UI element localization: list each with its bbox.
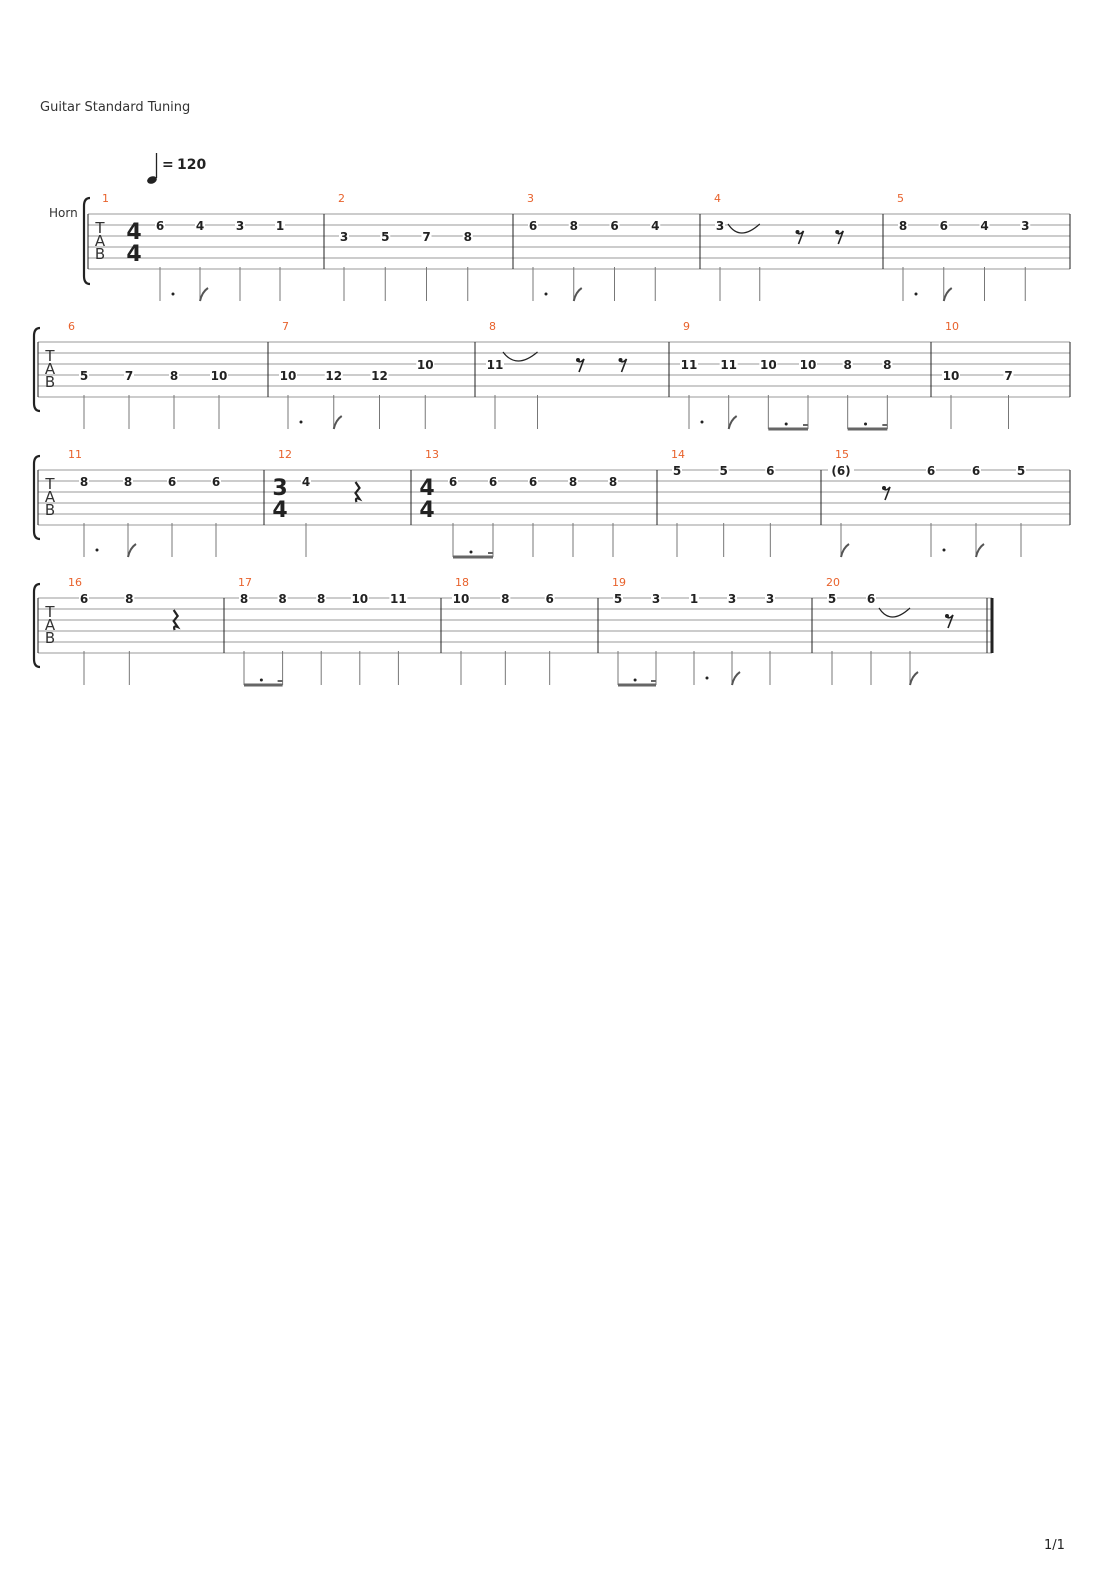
- staff-system: [34, 320, 1070, 429]
- fret-number: 5: [613, 592, 623, 606]
- measure: [68, 320, 228, 429]
- measure-number: 2: [338, 192, 345, 205]
- system-bracket: [34, 456, 40, 539]
- fret-number: 8: [608, 475, 618, 489]
- fret-number: 8: [883, 358, 892, 372]
- dot: [300, 421, 303, 424]
- track-name: Horn: [49, 206, 78, 220]
- fret-number: 8: [125, 592, 134, 606]
- staff-system: [84, 192, 1070, 301]
- measure-number: 19: [612, 576, 626, 589]
- measure-number: 18: [455, 576, 469, 589]
- measure: [486, 320, 627, 429]
- fret-number: 1: [689, 592, 699, 606]
- measure: [826, 576, 953, 685]
- fret-number: 6: [488, 475, 498, 489]
- fret-number: 3: [339, 230, 349, 244]
- tab-clef-letter: A: [44, 360, 56, 378]
- quarter-note-icon: [146, 153, 158, 185]
- measure-number: 8: [489, 320, 496, 333]
- eighth-flag: [128, 544, 136, 557]
- fret-number: 8: [278, 592, 287, 606]
- eighth-flag: [729, 416, 737, 429]
- fret-number: 8: [568, 475, 578, 489]
- eighth-rest-dot: [796, 230, 800, 234]
- dot: [864, 423, 867, 426]
- dot: [915, 293, 918, 296]
- time-signature-bottom: 4: [419, 498, 435, 523]
- measure-number: 6: [68, 320, 75, 333]
- fret-number: 4: [195, 219, 205, 233]
- fret-number: 12: [325, 369, 343, 383]
- staff-system: [34, 576, 992, 685]
- fret-number: 6: [79, 592, 89, 606]
- fret-number: 4: [980, 219, 989, 233]
- system-bracket: [84, 198, 90, 284]
- measure: [671, 448, 775, 557]
- measure: [714, 192, 843, 301]
- measure: [68, 576, 178, 685]
- fret-number: 10: [210, 369, 228, 383]
- measure: [942, 320, 1014, 429]
- eighth-flag: [976, 544, 984, 557]
- fret-number: 6: [939, 219, 948, 233]
- measure-number: 16: [68, 576, 82, 589]
- time-signature-bottom: 4: [126, 242, 142, 267]
- fret-number: 8: [898, 219, 908, 233]
- measure: [897, 192, 1030, 301]
- dot: [706, 677, 709, 680]
- fret-number: 6: [610, 219, 619, 233]
- fret-number: 8: [239, 592, 249, 606]
- eighth-rest-dot: [619, 358, 623, 362]
- measure: [527, 192, 660, 301]
- tempo-marking: [146, 153, 206, 185]
- time-signature-bottom: 4: [272, 498, 288, 523]
- eighth-rest-dot: [576, 358, 580, 362]
- measure-number: 12: [278, 448, 292, 461]
- eighth-flag: [910, 672, 918, 685]
- measure-number: 4: [714, 192, 721, 205]
- dot: [470, 551, 473, 554]
- fret-number: 8: [169, 369, 179, 383]
- measure: [452, 576, 555, 685]
- fret-number: 3: [727, 592, 737, 606]
- fret-number: 6: [528, 219, 538, 233]
- eighth-rest-dot: [882, 486, 886, 490]
- fret-number: 6: [971, 464, 981, 478]
- eighth-flag: [732, 672, 740, 685]
- tab-clef-letter: T: [95, 219, 105, 237]
- fret-number: 6: [866, 592, 876, 606]
- fret-number: 11: [486, 358, 504, 372]
- fret-number: 6: [528, 475, 538, 489]
- measure-number: 1: [102, 192, 109, 205]
- eighth-flag: [944, 288, 952, 301]
- measure-number: 9: [683, 320, 690, 333]
- fret-number: 8: [123, 475, 133, 489]
- dot: [943, 549, 946, 552]
- time-signature-top: 3: [272, 476, 288, 501]
- tempo-bpm: 120: [177, 157, 207, 173]
- eighth-flag: [334, 416, 342, 429]
- fret-number: 11: [390, 592, 407, 606]
- fret-number: (6): [831, 464, 851, 478]
- eighth-flag: [200, 288, 208, 301]
- fret-number: 6: [167, 475, 177, 489]
- eighth-rest-dot: [945, 614, 949, 618]
- eighth-flag: [841, 544, 849, 557]
- fret-number: 3: [715, 219, 725, 233]
- page-number: 1/1: [1044, 1538, 1065, 1553]
- dot: [634, 679, 637, 682]
- fret-number: 6: [926, 464, 936, 478]
- tab-clef-letter: B: [94, 245, 106, 263]
- measure-number: 20: [826, 576, 840, 589]
- fret-number: 5: [79, 369, 89, 383]
- fret-number: 8: [463, 230, 472, 244]
- measure-number: 11: [68, 448, 82, 461]
- measure-number: 13: [425, 448, 439, 461]
- fret-number: 10: [416, 358, 434, 372]
- fret-number: 8: [569, 219, 578, 233]
- measure: [102, 192, 285, 301]
- time-signature-top: 4: [419, 476, 435, 501]
- dot: [545, 293, 548, 296]
- measure: [238, 576, 407, 685]
- fret-number: 4: [301, 475, 311, 489]
- dot: [96, 549, 99, 552]
- fret-number: 3: [235, 219, 245, 233]
- dot: [260, 679, 263, 682]
- tab-clef-letter: B: [44, 373, 56, 391]
- fret-number: 10: [279, 369, 297, 383]
- fret-number: 5: [719, 464, 728, 478]
- tab-clef-letter: T: [45, 603, 55, 621]
- tab-clef-letter: B: [44, 501, 56, 519]
- measure-number: 5: [897, 192, 904, 205]
- fret-number: 3: [765, 592, 775, 606]
- fret-number: 5: [1016, 464, 1026, 478]
- dot: [701, 421, 704, 424]
- measure-number: 14: [671, 448, 685, 461]
- fret-number: 10: [942, 369, 960, 383]
- measure: [828, 448, 1026, 557]
- fret-number: 10: [452, 592, 470, 606]
- fret-number: 10: [799, 358, 817, 372]
- fret-number: 7: [124, 369, 134, 383]
- measure-number: 10: [945, 320, 959, 333]
- tab-clef-letter: A: [94, 232, 106, 250]
- eighth-rest-dot: [835, 230, 839, 234]
- fret-number: 6: [155, 219, 165, 233]
- fret-number: 5: [672, 464, 682, 478]
- tab-clef-letter: B: [44, 629, 56, 647]
- dot: [785, 423, 788, 426]
- fret-number: 7: [1004, 369, 1013, 383]
- tab-clef-letter: A: [44, 616, 56, 634]
- dot: [172, 293, 175, 296]
- fret-number: 8: [79, 475, 89, 489]
- measure-number: 7: [282, 320, 289, 333]
- tab-clef-letter: T: [45, 347, 55, 365]
- fret-number: 5: [827, 592, 837, 606]
- fret-number: 11: [720, 358, 738, 372]
- fret-number: 7: [422, 230, 431, 244]
- measure: [338, 192, 473, 301]
- fret-number: 10: [759, 358, 777, 372]
- fret-number: 12: [371, 369, 388, 383]
- measure: [272, 448, 359, 557]
- measure: [612, 576, 775, 685]
- fret-number: 3: [651, 592, 661, 606]
- fret-number: 6: [766, 464, 775, 478]
- fret-number: 10: [351, 592, 369, 606]
- fret-number: 8: [317, 592, 326, 606]
- measure-number: 3: [527, 192, 534, 205]
- time-signature-top: 4: [126, 220, 142, 245]
- measure: [680, 320, 892, 429]
- measure: [419, 448, 618, 557]
- fret-number: 4: [651, 219, 660, 233]
- tab-clef-letter: T: [45, 475, 55, 493]
- fret-number: 6: [211, 475, 221, 489]
- measure-number: 17: [238, 576, 252, 589]
- system-bracket: [34, 328, 40, 411]
- tempo-equals: =: [162, 157, 174, 173]
- measure: [68, 448, 221, 557]
- fret-number: 8: [501, 592, 510, 606]
- fret-number: 11: [680, 358, 698, 372]
- measure-number: 15: [835, 448, 849, 461]
- tuning-label: Guitar Standard Tuning: [40, 100, 191, 115]
- fret-number: 6: [545, 592, 554, 606]
- fret-number: 6: [448, 475, 458, 489]
- measure: [279, 320, 434, 429]
- fret-number: 8: [843, 358, 852, 372]
- fret-number: 5: [381, 230, 390, 244]
- tab-clef-letter: A: [44, 488, 56, 506]
- staff-system: [34, 448, 1070, 557]
- fret-number: 3: [1021, 219, 1030, 233]
- tab-score: [0, 0, 1110, 720]
- system-bracket: [34, 584, 40, 667]
- eighth-flag: [574, 288, 582, 301]
- fret-number: 1: [275, 219, 285, 233]
